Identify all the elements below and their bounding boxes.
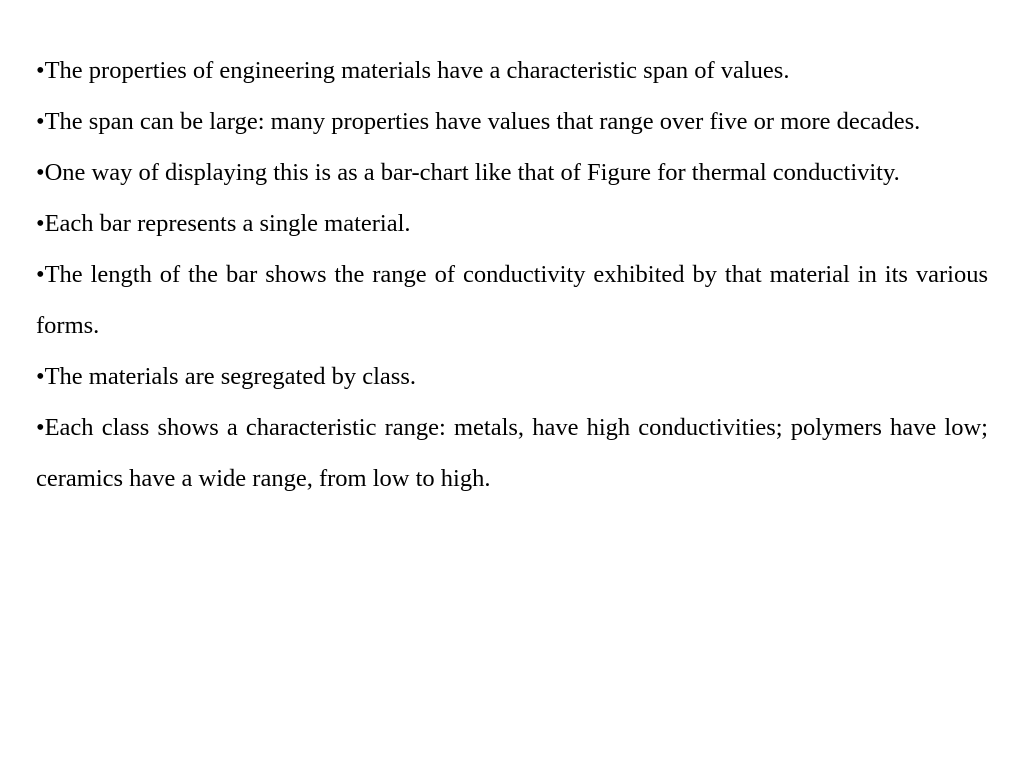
bullet-item: •The properties of engineering materials have a characteristic span of values.: [36, 57, 790, 84]
bullet-item: •The materials are segregated by class.: [36, 363, 416, 390]
bullet-item: •Each class shows a characteristic range: metals, have high conductivities; polymers have low; ceramics have a wide range, from low to high.: [36, 414, 988, 492]
bullet-item: •One way of displaying this is as a bar-chart like that of Figure for thermal conductivity.: [36, 159, 900, 186]
bullet-item: •The span can be large: many properties have values that range over five or more decades.: [36, 108, 921, 135]
slide-content: [36, 45, 988, 504]
bullet-item: •The length of the bar shows the range of conductivity exhibited by that material in its various forms.: [36, 261, 988, 339]
bullet-item: •Each bar represents a single material.: [36, 210, 411, 237]
